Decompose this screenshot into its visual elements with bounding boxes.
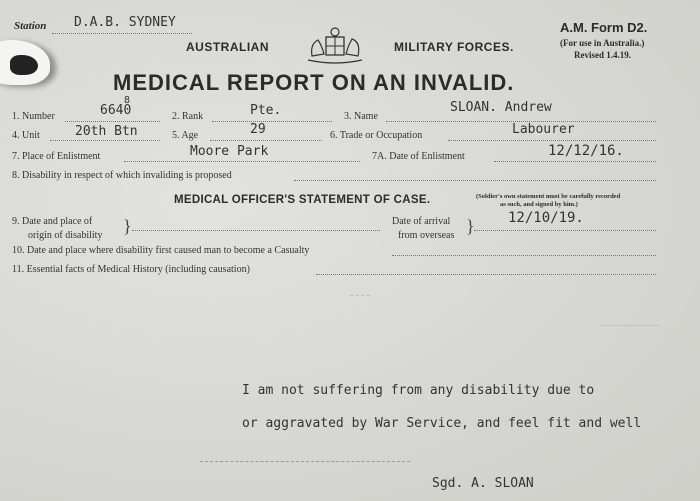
number-value: 6640 [100, 103, 132, 118]
unit-line [50, 140, 160, 141]
header-right-title: MILITARY FORCES. [394, 40, 514, 54]
q11-label: 11. Essential facts of Medical History (including causation) [12, 264, 250, 275]
q9-line [132, 230, 380, 231]
station-value: D.A.B. SYDNEY [74, 15, 176, 30]
coat-of-arms-emblem [304, 26, 366, 66]
age-label: 5. Age [172, 130, 199, 141]
number-label: 1. Number [12, 111, 55, 122]
unit-value: 20th Btn [75, 124, 138, 139]
rank-line [212, 121, 332, 122]
statement-line-1: I am not suffering from any disability due to [242, 383, 595, 398]
enlist-date-line [494, 161, 656, 162]
section-note-line2: as such, and signed by him.) [500, 201, 578, 208]
unit-label: 4. Unit [12, 130, 40, 141]
enlist-date-value: 12/12/16. [548, 143, 624, 159]
number-line [65, 121, 160, 122]
q10-line [392, 255, 656, 256]
place-line [124, 161, 360, 162]
trade-label: 6. Trade or Occupation [330, 130, 423, 141]
trade-value: Labourer [512, 122, 575, 137]
station-line [52, 33, 192, 34]
q9-label-line1: 9. Date and place of [12, 216, 93, 227]
rank-value: Pte. [250, 103, 282, 118]
arrival-date-value: 12/10/19. [508, 210, 584, 226]
trade-line [448, 140, 656, 141]
signature-line [200, 461, 410, 462]
document-title: MEDICAL REPORT ON AN INVALID. [113, 70, 515, 95]
q10-label: 10. Date and place where disability first caused man to become a Casualty [12, 245, 310, 256]
arrival-label-line1: Date of arrival [392, 216, 451, 227]
arrival-brace: } [466, 216, 475, 236]
enlist-date-label: 7A. Date of Enlistment [372, 151, 465, 162]
section-title: MEDICAL OFFICER'S STATEMENT OF CASE. [174, 194, 431, 206]
q11-line [316, 274, 656, 275]
statement-line-2: or aggravated by War Service, and feel fit and well [242, 416, 642, 431]
name-label: 3. Name [344, 111, 378, 122]
torn-corner-shadow [10, 55, 38, 75]
arrival-label-line2: from overseas [398, 230, 455, 241]
q9-label-line2: origin of disability [28, 230, 103, 241]
place-label: 7. Place of Enlistment [12, 151, 101, 162]
rank-label: 2. Rank [172, 111, 204, 122]
age-value: 29 [250, 122, 266, 137]
faint-mark [350, 295, 370, 296]
form-number: A.M. Form D2. [560, 20, 648, 35]
age-line [210, 140, 322, 141]
q9-brace: } [123, 216, 132, 236]
faint-line [600, 325, 660, 326]
disability-label: 8. Disability in respect of which invaliding is proposed [12, 170, 232, 181]
signature: Sgd. A. SLOAN [432, 476, 534, 491]
name-value: SLOAN. Andrew [450, 100, 552, 115]
arrival-line [474, 230, 656, 231]
header-left-title: AUSTRALIAN [186, 40, 269, 54]
disability-line [294, 180, 656, 181]
station-label: Station [14, 20, 47, 32]
place-value: Moore Park [190, 144, 269, 159]
form-revised: Revised 1.4.19. [574, 50, 631, 60]
number-extra-digit: 8 [124, 95, 131, 106]
form-use: (For use in Australia.) [560, 38, 645, 48]
section-note-line1: (Soldier's own statement must be carefully recorded [476, 193, 621, 200]
